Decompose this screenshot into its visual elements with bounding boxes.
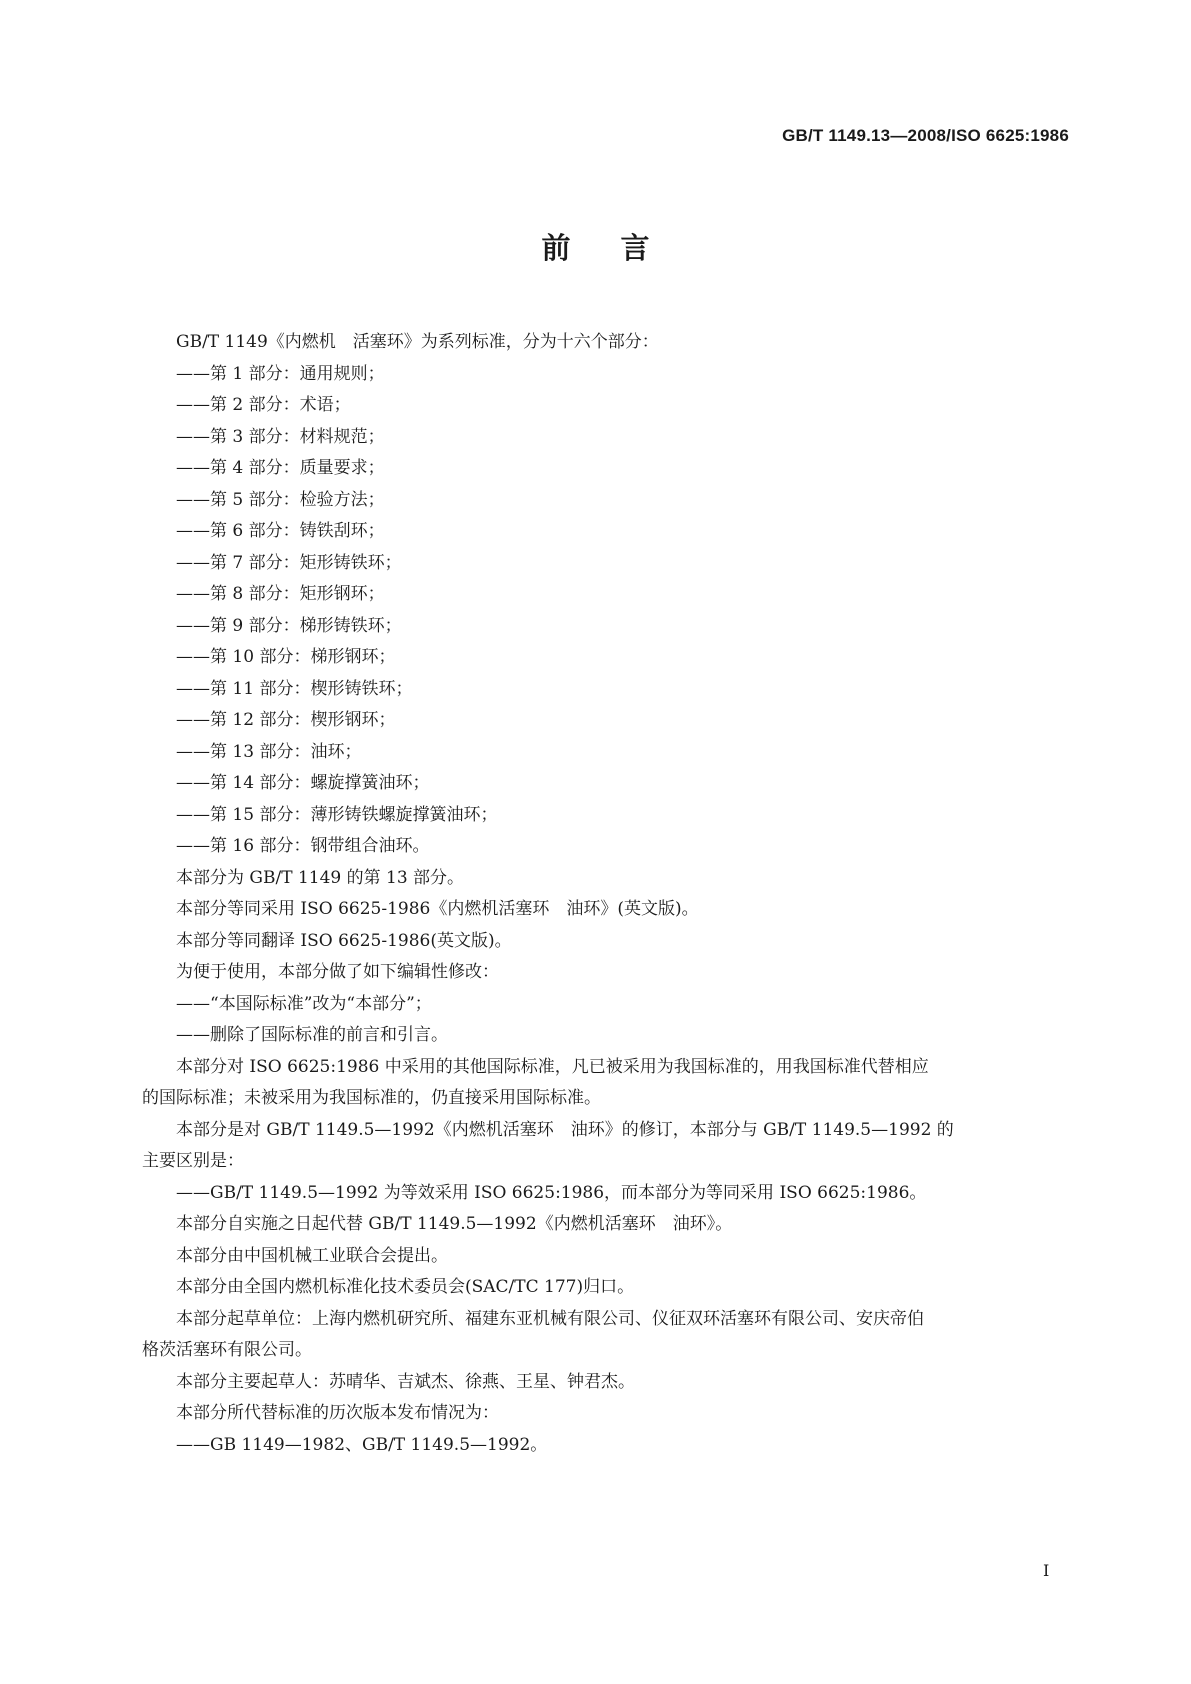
part-list-item: ——第 12 部分：楔形钢环； [176,710,396,730]
document-code-header: GB/T 1149.13—2008/ISO 6625:1986 [782,126,1069,145]
page-title: 前言 [541,231,700,265]
paragraph-committee: 本部分由全国内燃机标准化技术委员会(SAC/TC 177)归口。 [176,1277,635,1297]
foreword-body [142,327,1062,1461]
part-list-item: ——第 6 部分：铸铁刮环； [176,521,385,541]
part-list-item: ——第 2 部分：术语； [176,395,351,415]
part-list-item: ——第 7 部分：矩形铸铁环； [176,552,402,573]
part-list-item: ——第 3 部分：材料规范； [176,426,385,447]
paragraph-drafting-units-cont: 格茨活塞环有限公司。 [142,1340,312,1360]
part-list-item: ——第 14 部分：螺旋撑簧油环； [176,773,430,793]
part-list-item: ——第 16 部分：钢带组合油环。 [176,836,430,856]
paragraph-revision: 本部分是对 GB/T 1149.5—1992《内燃机活塞环 油环》的修订，本部分与 GB/T 1149.5—1992 的 [176,1119,954,1140]
part-list-item: ——第 4 部分：质量要求； [176,458,385,478]
history-list-item: ——GB 1149—1982、GB/T 1149.5—1992。 [176,1434,548,1455]
paragraph-proposer: 本部分由中国机械工业联合会提出。 [176,1245,448,1266]
difference-list-item: ——GB/T 1149.5—1992 为等效采用 ISO 6625:1986，而本部分为等同采用 ISO 6625:1986。 [176,1182,927,1203]
intro-paragraph: GB/T 1149《内燃机 活塞环》为系列标准，分为十六个部分： [176,332,659,352]
paragraph-drafters: 本部分主要起草人：苏晴华、吉斌杰、徐燕、王星、钟君杰。 [176,1371,635,1392]
page-number: I [1043,1561,1050,1580]
paragraph-part-number: 本部分为 GB/T 1149 的第 13 部分。 [176,867,465,888]
paragraph-referenced-standards-cont: 的国际标准；未被采用为我国标准的，仍直接采用国际标准。 [142,1088,601,1108]
paragraph-editorial-changes: 为便于使用，本部分做了如下编辑性修改： [176,962,499,982]
part-list-item: ——第 8 部分：矩形钢环； [176,584,385,604]
part-list-item: ——第 11 部分：楔形铸铁环； [176,678,413,699]
edit-list-item: ——“本国际标准”改为“本部分”； [176,993,432,1014]
part-list-item: ——第 10 部分：梯形钢环； [176,647,396,667]
part-list-item: ——第 1 部分：通用规则； [176,363,385,384]
paragraph-referenced-standards: 本部分对 ISO 6625:1986 中采用的其他国际标准，凡已被采用为我国标准的，用我国标准代替相应 [176,1056,929,1077]
paragraph-adoption: 本部分等同采用 ISO 6625-1986《内燃机活塞环 油环》(英文版)。 [176,899,699,919]
paragraph-history: 本部分所代替标准的历次版本发布情况为： [176,1403,499,1423]
part-list-item: ——第 13 部分：油环； [176,741,362,762]
paragraph-translation: 本部分等同翻译 ISO 6625-1986(英文版)。 [176,930,512,951]
paragraph-revision-cont: 主要区别是： [142,1151,244,1171]
paragraph-drafting-units: 本部分起草单位：上海内燃机研究所、福建东亚机械有限公司、仪征双环活塞环有限公司、安庆帝伯 [176,1308,924,1329]
part-list-item: ——第 15 部分：薄形铸铁螺旋撑簧油环； [176,804,498,825]
paragraph-replacement: 本部分自实施之日起代替 GB/T 1149.5—1992《内燃机活塞环 油环》。 [176,1214,733,1234]
part-list-item: ——第 5 部分：检验方法； [176,489,385,510]
edit-list-item: ——删除了国际标准的前言和引言。 [176,1025,448,1045]
part-list-item: ——第 9 部分：梯形铸铁环； [176,615,402,636]
